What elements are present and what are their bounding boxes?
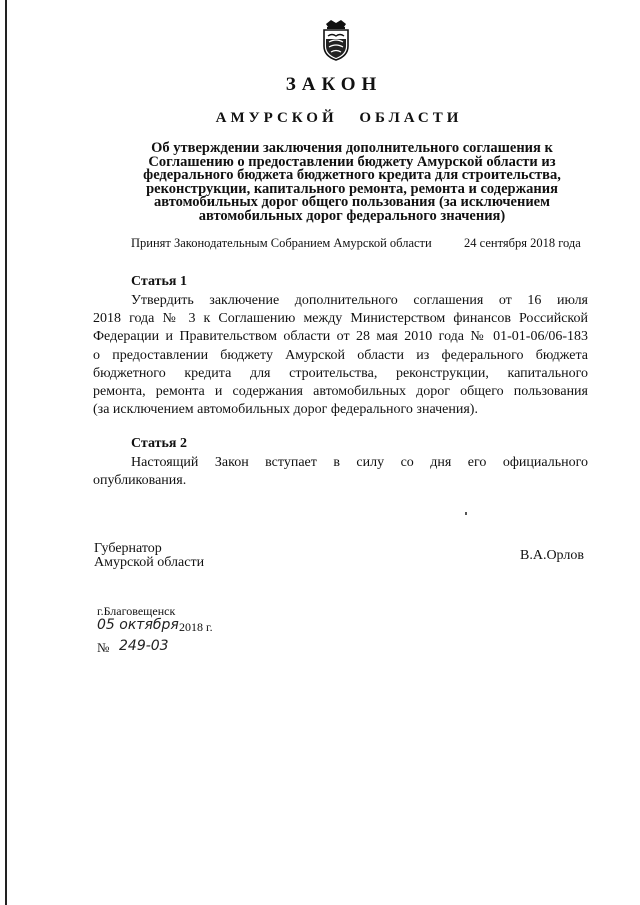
article-line: Федерации и Правительством области от 28 мая 2010 года № 01-01-06/06-183 [93, 329, 588, 345]
governor-title-line: Губернатор [94, 541, 162, 556]
signing-year: 2018 г. [179, 620, 213, 634]
article-line: Настоящий Закон вступает в силу со дня его официального [131, 455, 588, 470]
governor-title [94, 542, 204, 570]
document-type-title: ЗАКОН [285, 74, 383, 95]
subject-line: федерального бюджета бюджетного кредита для строительства, [143, 167, 561, 183]
subject-line: реконструкции, капитального ремонта, ремонта и содержания [146, 180, 558, 197]
number-label: № [97, 640, 110, 655]
article-line: Утвердить заключение дополнительного соглашения от 16 июля [131, 293, 588, 308]
article-line: (за исключением автомобильных дорог федерального значения). [93, 402, 478, 418]
governor-name: В.А.Орлов [520, 548, 584, 563]
adopted-by: Принят Законодательным Собранием Амурской области [131, 236, 432, 250]
scan-speck [465, 512, 467, 515]
article-2-text [93, 454, 588, 490]
signing-date [97, 618, 237, 636]
signing-place: г.Благовещенск [97, 604, 176, 618]
subject-line: автомобильных дорог федерального значения) [198, 207, 506, 224]
handwritten-number: 249-03 [119, 638, 169, 654]
article-2-heading: Статья 2 [131, 436, 187, 451]
governor-title-line: Амурской области [94, 555, 205, 570]
subject-line: автомобильных дорог общего пользования (за исключением [154, 194, 550, 210]
article-line: ремонта, ремонта и содержания автомобильных дорог общего пользования [93, 384, 588, 400]
article-1-text [93, 292, 588, 419]
article-line: опубликования. [93, 473, 187, 489]
law-subject [120, 142, 584, 223]
article-line: бюджетного кредита для строительства, реконструкции, капитального [93, 365, 588, 381]
region-title: АМУРСКОЙ ОБЛАСТИ [215, 110, 463, 126]
amur-coat-of-arms-icon [319, 18, 353, 62]
subject-line: Соглашению о предоставлении бюджету Амурской области из [148, 153, 556, 170]
handwritten-date: 05 октября [97, 617, 179, 633]
scan-edge [5, 0, 7, 905]
article-line: о предоставлении бюджету Амурской области из федерального бюджета [93, 347, 588, 363]
adopted-date: 24 сентября 2018 года [464, 236, 581, 250]
article-1-heading: Статья 1 [131, 274, 187, 289]
law-number [97, 638, 217, 658]
subject-line: Об утверждении заключения дополнительного соглашения к [151, 140, 553, 156]
article-line: 2018 года № 3 к Соглашению между Министерством финансов Российской [93, 311, 588, 327]
